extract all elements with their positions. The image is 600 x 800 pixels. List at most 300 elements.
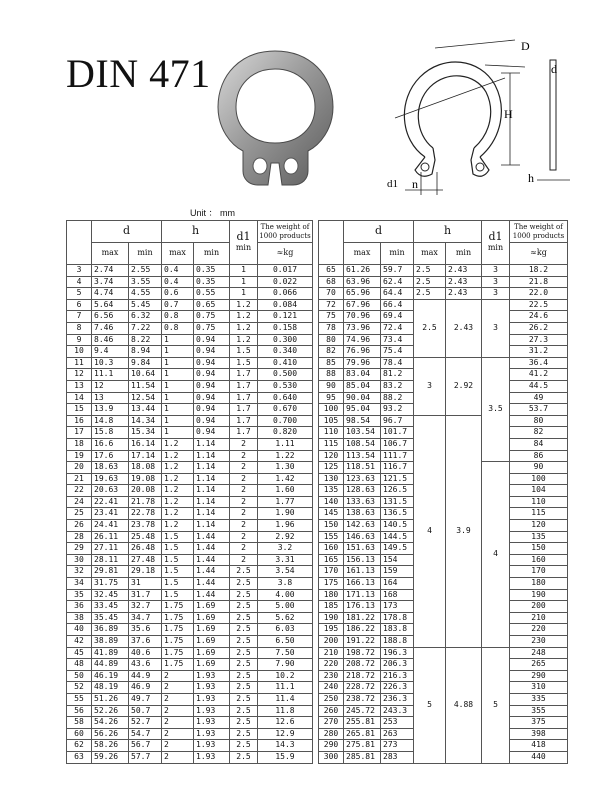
table-row [67, 717, 313, 729]
weight-cell: 100 [510, 473, 568, 485]
d1-cell: 3 [482, 265, 510, 277]
size-cell: 80 [319, 334, 344, 346]
d-max-cell: 38.89 [92, 636, 129, 648]
d-min-cell: 88.2 [381, 392, 414, 404]
weight-cell: 1.11 [258, 438, 313, 450]
size-cell: 12 [67, 369, 92, 381]
d1-merged-cell: 3.5 [482, 357, 510, 461]
d-min-cell: 25.48 [129, 531, 162, 543]
size-cell: 115 [319, 438, 344, 450]
weight-cell: 115 [510, 508, 568, 520]
table-row [67, 554, 313, 566]
d1-cell: 1.7 [230, 404, 258, 416]
d-min-cell: 5.45 [129, 299, 162, 311]
d-max-cell: 46.19 [92, 670, 129, 682]
h-min-merged-cell: 2.92 [446, 357, 482, 415]
weight-cell: 31.2 [510, 346, 568, 358]
d-min-cell: 23.78 [129, 520, 162, 532]
h-max-cell: 1.5 [162, 589, 194, 601]
h-max-cell: 1.75 [162, 636, 194, 648]
d-max-cell: 20.63 [92, 485, 129, 497]
h-min-cell: 1.14 [194, 496, 230, 508]
header-d: d [92, 221, 162, 243]
size-cell: 210 [319, 647, 344, 659]
d-max-cell: 171.13 [344, 589, 381, 601]
label-d: d [551, 62, 557, 76]
d-max-cell: 275.81 [344, 740, 381, 752]
d-min-cell: 154 [381, 554, 414, 566]
d-max-cell: 44.89 [92, 659, 129, 671]
size-cell: 135 [319, 485, 344, 497]
d-min-cell: 216.3 [381, 670, 414, 682]
d-min-cell: 78.4 [381, 357, 414, 369]
h-min-cell: 0.65 [194, 299, 230, 311]
d-max-cell: 245.72 [344, 705, 381, 717]
table-row [67, 601, 313, 613]
h-max-cell: 2 [162, 670, 194, 682]
d-min-cell: 3.55 [129, 276, 162, 288]
d-min-cell: 173 [381, 601, 414, 613]
h-max-cell: 0.4 [162, 276, 194, 288]
h-min-cell: 1.93 [194, 682, 230, 694]
d-max-cell: 142.63 [344, 520, 381, 532]
d1-cell: 1.2 [230, 311, 258, 323]
weight-cell: 4.00 [258, 589, 313, 601]
header-size [67, 221, 92, 265]
h-max-cell: 2.5 [414, 276, 446, 288]
weight-cell: 0.300 [258, 334, 313, 346]
h-max-merged-cell: 2.5 [414, 299, 446, 357]
d-max-cell: 98.54 [344, 415, 381, 427]
table-row [67, 612, 313, 624]
d-min-cell: 188.8 [381, 636, 414, 648]
d-min-cell: 13.44 [129, 404, 162, 416]
weight-cell: 41.2 [510, 369, 568, 381]
table-row [67, 751, 313, 763]
h-max-cell: 0.7 [162, 299, 194, 311]
size-cell: 40 [67, 624, 92, 636]
weight-cell: 26.2 [510, 322, 568, 334]
weight-cell: 3.31 [258, 554, 313, 566]
size-cell: 25 [67, 508, 92, 520]
size-cell: 20 [67, 462, 92, 474]
h-min-cell: 1.93 [194, 740, 230, 752]
d-max-cell: 95.04 [344, 404, 381, 416]
h-max-cell: 2 [162, 682, 194, 694]
h-max-cell: 1 [162, 415, 194, 427]
h-min-cell: 0.94 [194, 357, 230, 369]
circlip-photo [213, 45, 338, 190]
size-cell: 260 [319, 705, 344, 717]
d1-cell: 2.5 [230, 751, 258, 763]
d1-cell: 2 [230, 520, 258, 532]
weight-cell: 0.530 [258, 380, 313, 392]
h-max-cell: 2 [162, 717, 194, 729]
h-min-cell: 0.94 [194, 392, 230, 404]
d-max-cell: 58.26 [92, 740, 129, 752]
table-row [67, 450, 313, 462]
h-min-cell: 1.69 [194, 601, 230, 613]
d1-cell: 2.5 [230, 659, 258, 671]
size-cell: 100 [319, 404, 344, 416]
d-min-cell: 236.3 [381, 693, 414, 705]
d1-cell: 2.5 [230, 670, 258, 682]
size-cell: 32 [67, 566, 92, 578]
d-min-cell: 273 [381, 740, 414, 752]
d-max-cell: 13.9 [92, 404, 129, 416]
d1-cell: 1.7 [230, 415, 258, 427]
h-min-merged-cell: 3.9 [446, 415, 482, 647]
table-row [67, 334, 313, 346]
weight-cell: 10.2 [258, 670, 313, 682]
h-min-cell: 2.43 [446, 265, 482, 277]
size-cell: 28 [67, 531, 92, 543]
d1-cell: 2.5 [230, 612, 258, 624]
d-min-cell: 253 [381, 717, 414, 729]
d-min-cell: 101.7 [381, 427, 414, 439]
table-row [67, 427, 313, 439]
h-max-cell: 1.5 [162, 543, 194, 555]
d-max-cell: 26.11 [92, 531, 129, 543]
d-max-cell: 59.26 [92, 751, 129, 763]
d-max-cell: 6.56 [92, 311, 129, 323]
spec-table-right [318, 220, 568, 764]
d-max-cell: 73.96 [344, 322, 381, 334]
h-min-cell: 0.94 [194, 334, 230, 346]
size-cell: 140 [319, 496, 344, 508]
d1-cell: 1.5 [230, 346, 258, 358]
d-max-cell: 29.81 [92, 566, 129, 578]
h-max-cell: 1.2 [162, 508, 194, 520]
label-n: n [412, 177, 418, 191]
table-row [67, 728, 313, 740]
d-max-cell: 238.72 [344, 693, 381, 705]
size-cell: 3 [67, 265, 92, 277]
weight-cell: 6.03 [258, 624, 313, 636]
h-min-cell: 0.94 [194, 346, 230, 358]
d-max-cell: 32.45 [92, 589, 129, 601]
d-max-cell: 118.51 [344, 462, 381, 474]
d-min-cell: 131.5 [381, 496, 414, 508]
size-cell: 88 [319, 369, 344, 381]
d1-merged-cell: 5 [482, 647, 510, 763]
d1-cell: 1.7 [230, 380, 258, 392]
d-max-cell: 31.75 [92, 578, 129, 590]
d-min-cell: 64.4 [381, 288, 414, 300]
header-weight-unit: ≈kg [258, 243, 313, 265]
d-max-cell: 17.6 [92, 450, 129, 462]
d1-cell: 2 [230, 473, 258, 485]
header-max: max [162, 243, 194, 265]
d1-cell: 1 [230, 265, 258, 277]
h-min-cell: 1.69 [194, 647, 230, 659]
h-min-cell: 0.35 [194, 276, 230, 288]
h-max-cell: 1.75 [162, 647, 194, 659]
weight-cell: 440 [510, 751, 568, 763]
h-min-cell: 1.69 [194, 659, 230, 671]
size-cell: 65 [319, 265, 344, 277]
d-min-cell: 83.2 [381, 380, 414, 392]
h-max-cell: 2.5 [414, 288, 446, 300]
size-cell: 125 [319, 462, 344, 474]
header-d1-label: d1 [236, 229, 251, 243]
d-max-cell: 191.22 [344, 636, 381, 648]
d-min-cell: 19.08 [129, 473, 162, 485]
label-D: D [521, 39, 530, 53]
header-min: min [129, 243, 162, 265]
d-max-cell: 255.81 [344, 717, 381, 729]
d-max-cell: 56.26 [92, 728, 129, 740]
d1-cell: 2 [230, 485, 258, 497]
d-max-cell: 4.74 [92, 288, 129, 300]
header-d1-label: d1 [488, 229, 503, 243]
weight-cell: 265 [510, 659, 568, 671]
d-max-cell: 14.8 [92, 415, 129, 427]
d-max-cell: 74.96 [344, 334, 381, 346]
table-row [67, 578, 313, 590]
table-row [319, 265, 568, 277]
h-max-cell: 1 [162, 369, 194, 381]
header-max: max [414, 243, 446, 265]
h-max-cell: 2 [162, 740, 194, 752]
d-max-cell: 113.54 [344, 450, 381, 462]
header-size [319, 221, 344, 265]
d-min-cell: 15.34 [129, 427, 162, 439]
table-row [319, 647, 568, 659]
h-max-cell: 0.6 [162, 288, 194, 300]
d-max-cell: 24.41 [92, 520, 129, 532]
size-cell: 82 [319, 346, 344, 358]
d-max-cell: 33.45 [92, 601, 129, 613]
spec-table-left-body [67, 221, 313, 764]
header-row [319, 243, 568, 265]
d-min-cell: 14.34 [129, 415, 162, 427]
d-max-cell: 54.26 [92, 717, 129, 729]
d-max-cell: 186.22 [344, 624, 381, 636]
d-max-cell: 146.63 [344, 531, 381, 543]
table-row [67, 496, 313, 508]
weight-cell: 90 [510, 462, 568, 474]
size-cell: 16 [67, 415, 92, 427]
h-max-cell: 1 [162, 380, 194, 392]
header-weight-text: The weight of [514, 222, 563, 231]
d-max-cell: 76.96 [344, 346, 381, 358]
d-min-cell: 159 [381, 566, 414, 578]
h-min-cell: 1.44 [194, 554, 230, 566]
table-row [319, 357, 568, 369]
header-weight-text: 1000 products [512, 231, 565, 240]
h-min-cell: 0.94 [194, 380, 230, 392]
d-min-cell: 10.64 [129, 369, 162, 381]
weight-cell: 21.8 [510, 276, 568, 288]
weight-cell: 24.6 [510, 311, 568, 323]
d-max-cell: 8.46 [92, 334, 129, 346]
header-max: max [344, 243, 381, 265]
d-max-cell: 11.1 [92, 369, 129, 381]
d-max-cell: 133.63 [344, 496, 381, 508]
size-cell: 220 [319, 659, 344, 671]
h-max-cell: 0.4 [162, 265, 194, 277]
d-max-cell: 5.64 [92, 299, 129, 311]
table-row [67, 485, 313, 497]
d-min-cell: 144.5 [381, 531, 414, 543]
size-cell: 55 [67, 693, 92, 705]
d-max-cell: 90.04 [344, 392, 381, 404]
size-cell: 230 [319, 670, 344, 682]
d-min-cell: 29.18 [129, 566, 162, 578]
size-cell: 50 [67, 670, 92, 682]
d1-cell: 2.5 [230, 578, 258, 590]
d1-cell: 2.5 [230, 705, 258, 717]
d1-cell: 2 [230, 508, 258, 520]
size-cell: 8 [67, 322, 92, 334]
d-max-cell: 23.41 [92, 508, 129, 520]
weight-cell: 310 [510, 682, 568, 694]
d-max-cell: 3.74 [92, 276, 129, 288]
weight-cell: 150 [510, 543, 568, 555]
size-cell: 180 [319, 589, 344, 601]
h-min-cell: 1.14 [194, 520, 230, 532]
table-row [67, 543, 313, 555]
table-row [67, 636, 313, 648]
h-max-cell: 2 [162, 728, 194, 740]
h-max-merged-cell: 5 [414, 647, 446, 763]
h-min-cell: 1.44 [194, 578, 230, 590]
weight-cell: 11.4 [258, 693, 313, 705]
d1-cell: 2 [230, 438, 258, 450]
d-max-cell: 7.46 [92, 322, 129, 334]
page-title: DIN 471 [66, 51, 211, 96]
h-min-cell: 1.14 [194, 462, 230, 474]
d1-cell: 3 [482, 288, 510, 300]
table-row [67, 670, 313, 682]
size-cell: 195 [319, 624, 344, 636]
h-max-cell: 1.2 [162, 473, 194, 485]
header-weight [510, 221, 568, 243]
table-row [67, 508, 313, 520]
weight-cell: 160 [510, 554, 568, 566]
d-max-cell: 198.72 [344, 647, 381, 659]
d1-cell: 2.5 [230, 740, 258, 752]
unit-label: Unit ： mm [190, 208, 236, 218]
d-max-cell: 27.11 [92, 543, 129, 555]
d1-cell: 2 [230, 531, 258, 543]
d-min-cell: 8.22 [129, 334, 162, 346]
size-cell: 68 [319, 276, 344, 288]
d-min-cell: 116.7 [381, 462, 414, 474]
h-min-cell: 1.93 [194, 728, 230, 740]
weight-cell: 53.7 [510, 404, 568, 416]
d-max-cell: 48.19 [92, 682, 129, 694]
weight-cell: 84 [510, 438, 568, 450]
weight-cell: 27.3 [510, 334, 568, 346]
d-min-cell: 196.3 [381, 647, 414, 659]
header-row [67, 243, 313, 265]
header-d1-min: min [487, 242, 504, 252]
weight-cell: 398 [510, 728, 568, 740]
h-max-cell: 0.8 [162, 311, 194, 323]
d-min-cell: 66.4 [381, 299, 414, 311]
d-min-cell: 93.2 [381, 404, 414, 416]
d1-cell: 2.5 [230, 636, 258, 648]
d-max-cell: 19.63 [92, 473, 129, 485]
table-row [67, 705, 313, 717]
weight-cell: 12.9 [258, 728, 313, 740]
header-weight [258, 221, 313, 243]
d-min-cell: 59.7 [381, 265, 414, 277]
size-cell: 250 [319, 693, 344, 705]
weight-cell: 180 [510, 578, 568, 590]
header-min: min [381, 243, 414, 265]
d-max-cell: 41.89 [92, 647, 129, 659]
d-max-cell: 61.26 [344, 265, 381, 277]
h-max-cell: 1.5 [162, 554, 194, 566]
weight-cell: 375 [510, 717, 568, 729]
d-max-cell: 156.13 [344, 554, 381, 566]
d-min-cell: 31.7 [129, 589, 162, 601]
weight-cell: 7.90 [258, 659, 313, 671]
d1-cell: 2.5 [230, 647, 258, 659]
d1-cell: 1.7 [230, 427, 258, 439]
h-max-cell: 0.8 [162, 322, 194, 334]
technical-drawing [385, 30, 580, 205]
table-row [67, 322, 313, 334]
d-max-cell: 79.96 [344, 357, 381, 369]
d1-cell: 2 [230, 450, 258, 462]
h-max-cell: 1 [162, 427, 194, 439]
size-cell: 75 [319, 311, 344, 323]
d-max-cell: 70.96 [344, 311, 381, 323]
weight-cell: 0.410 [258, 357, 313, 369]
table-row [67, 647, 313, 659]
size-cell: 7 [67, 311, 92, 323]
size-cell: 21 [67, 473, 92, 485]
table-row [67, 299, 313, 311]
h-min-cell: 1.93 [194, 693, 230, 705]
size-cell: 38 [67, 612, 92, 624]
size-cell: 22 [67, 485, 92, 497]
d1-cell: 1.7 [230, 369, 258, 381]
size-cell: 26 [67, 520, 92, 532]
h-min-cell: 1.14 [194, 485, 230, 497]
d-max-cell: 123.63 [344, 473, 381, 485]
d1-cell: 1.5 [230, 357, 258, 369]
size-cell: 52 [67, 682, 92, 694]
header-d: d [344, 221, 414, 243]
size-cell: 90 [319, 380, 344, 392]
header-min: min [446, 243, 482, 265]
table-row [67, 415, 313, 427]
size-cell: 85 [319, 357, 344, 369]
d-min-cell: 26.48 [129, 543, 162, 555]
size-cell: 14 [67, 392, 92, 404]
d-min-cell: 72.4 [381, 322, 414, 334]
size-cell: 18 [67, 438, 92, 450]
table-row [67, 438, 313, 450]
d-max-cell: 9.4 [92, 346, 129, 358]
d-min-cell: 34.7 [129, 612, 162, 624]
d-min-cell: 9.84 [129, 357, 162, 369]
d-min-cell: 168 [381, 589, 414, 601]
h-max-cell: 1.5 [162, 531, 194, 543]
h-min-cell: 0.94 [194, 415, 230, 427]
header-weight-text: 1000 products [259, 231, 311, 240]
size-cell: 15 [67, 404, 92, 416]
size-cell: 4 [67, 276, 92, 288]
h-max-cell: 1 [162, 404, 194, 416]
weight-cell: 220 [510, 624, 568, 636]
size-cell: 95 [319, 392, 344, 404]
